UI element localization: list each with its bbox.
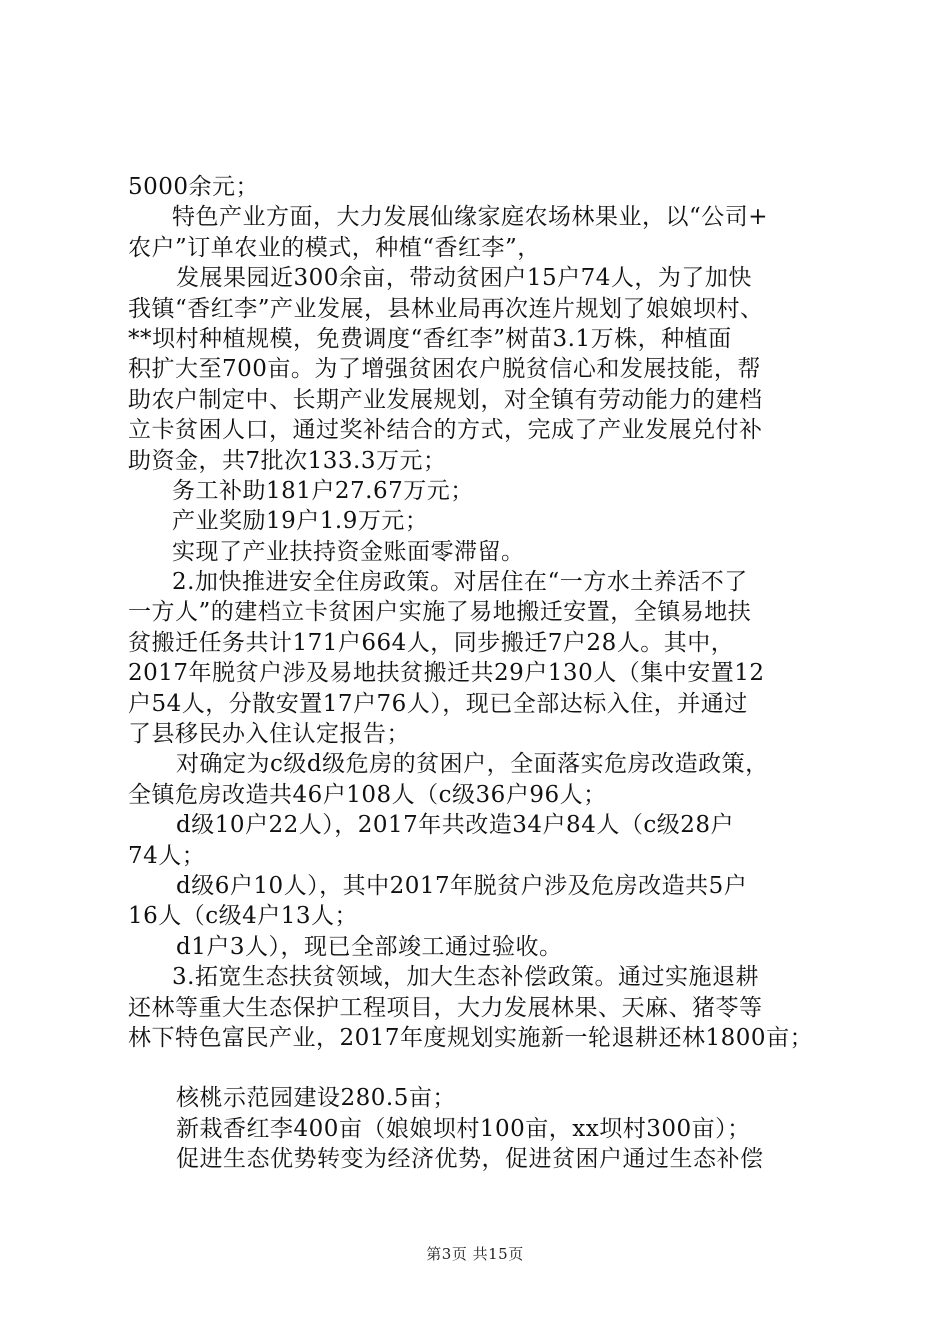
text-line: 林下特色富民产业，2017年度规划实施新一轮退耕还林1800亩； — [128, 1024, 814, 1051]
text-line: 农户”订单农业的模式，种植“香红李”， — [128, 234, 541, 261]
text-line: 还林等重大生态保护工程项目，大力发展林果、天麻、猪苓等 — [128, 994, 763, 1021]
text-line: 全镇危房改造共46户108人（c级36户96人； — [128, 781, 607, 808]
text-line: 16人（c级4户13人； — [128, 903, 359, 930]
text-line: d1户3人），现已全部竣工通过验收。 — [176, 933, 563, 960]
text-line: 一方人”的建档立卡贫困户实施了易地搬迁安置，全镇易地扶 — [128, 599, 752, 626]
text-line: 74人； — [128, 842, 206, 869]
text-line: 立卡贫困人口，通过奖补结合的方式，完成了产业发展兑付补 — [128, 417, 763, 444]
text-line: 对确定为c级d级危房的贫困户，全面落实危房改造政策， — [176, 751, 769, 778]
text-line: d级10户22人），2017年共改造34户84人（c级28户 — [176, 812, 734, 839]
text-line: 贫搬迁任务共计171户664人，同步搬迁7户28人。其中， — [128, 629, 735, 656]
text-line: 2.加快推进安全住房政策。对居住在“一方水土养活不了 — [172, 569, 748, 596]
text-line: 5000余元； — [128, 174, 260, 200]
text-line: 促进生态优势转变为经济优势，促进贫困户通过生态补偿 — [176, 1146, 764, 1173]
text-line: 发展果园近300余亩，带动贫困户15户74人，为了加快 — [176, 265, 752, 292]
text-line: **坝村种植规模，免费调度“香红李”树苗3.1万株，种植面 — [128, 325, 732, 352]
text-line: 实现了产业扶持资金账面零滞留。 — [172, 538, 525, 565]
document-body — [128, 172, 828, 1175]
text-line: 我镇“香红李”产业发展，县林业局再次连片规划了娘娘坝村、 — [128, 295, 764, 322]
text-line: d级6户10人），其中2017年脱贫户涉及危房改造共5户 — [176, 872, 748, 899]
page-number-footer: 第3页 共15页 — [426, 1245, 524, 1263]
text-line: 产业奖励19户1.9万元； — [172, 508, 429, 535]
text-line: 了县移民办入住认定报告； — [128, 721, 410, 748]
text-line: 务工补助181户27.67万元； — [172, 477, 474, 504]
text-line: 助资金，共7批次133.3万元； — [128, 447, 447, 474]
text-line: 特色产业方面，大力发展仙缘家庭农场林果业，以“公司+ — [172, 204, 769, 231]
text-line: 3.拓宽生态扶贫领域，加大生态补偿政策。通过实施退耕 — [172, 964, 759, 991]
text-line: 核桃示范园建设280.5亩； — [176, 1085, 456, 1112]
text-line: 积扩大至700亩。为了增强贫困农户脱贫信心和发展技能，帮 — [128, 356, 761, 383]
text-line: 2017年脱贫户涉及易地扶贫搬迁共29户130人（集中安置12 — [128, 660, 765, 687]
text-line: 新栽香红李400亩（娘娘坝村100亩，xx坝村300亩）； — [176, 1115, 751, 1142]
paragraph-gap — [128, 1053, 828, 1083]
text-line: 助农户制定中、长期产业发展规划，对全镇有劳动能力的建档 — [128, 386, 763, 413]
text-line: 户54人，分散安置17户76人），现已全部达标入住，并通过 — [128, 690, 748, 717]
